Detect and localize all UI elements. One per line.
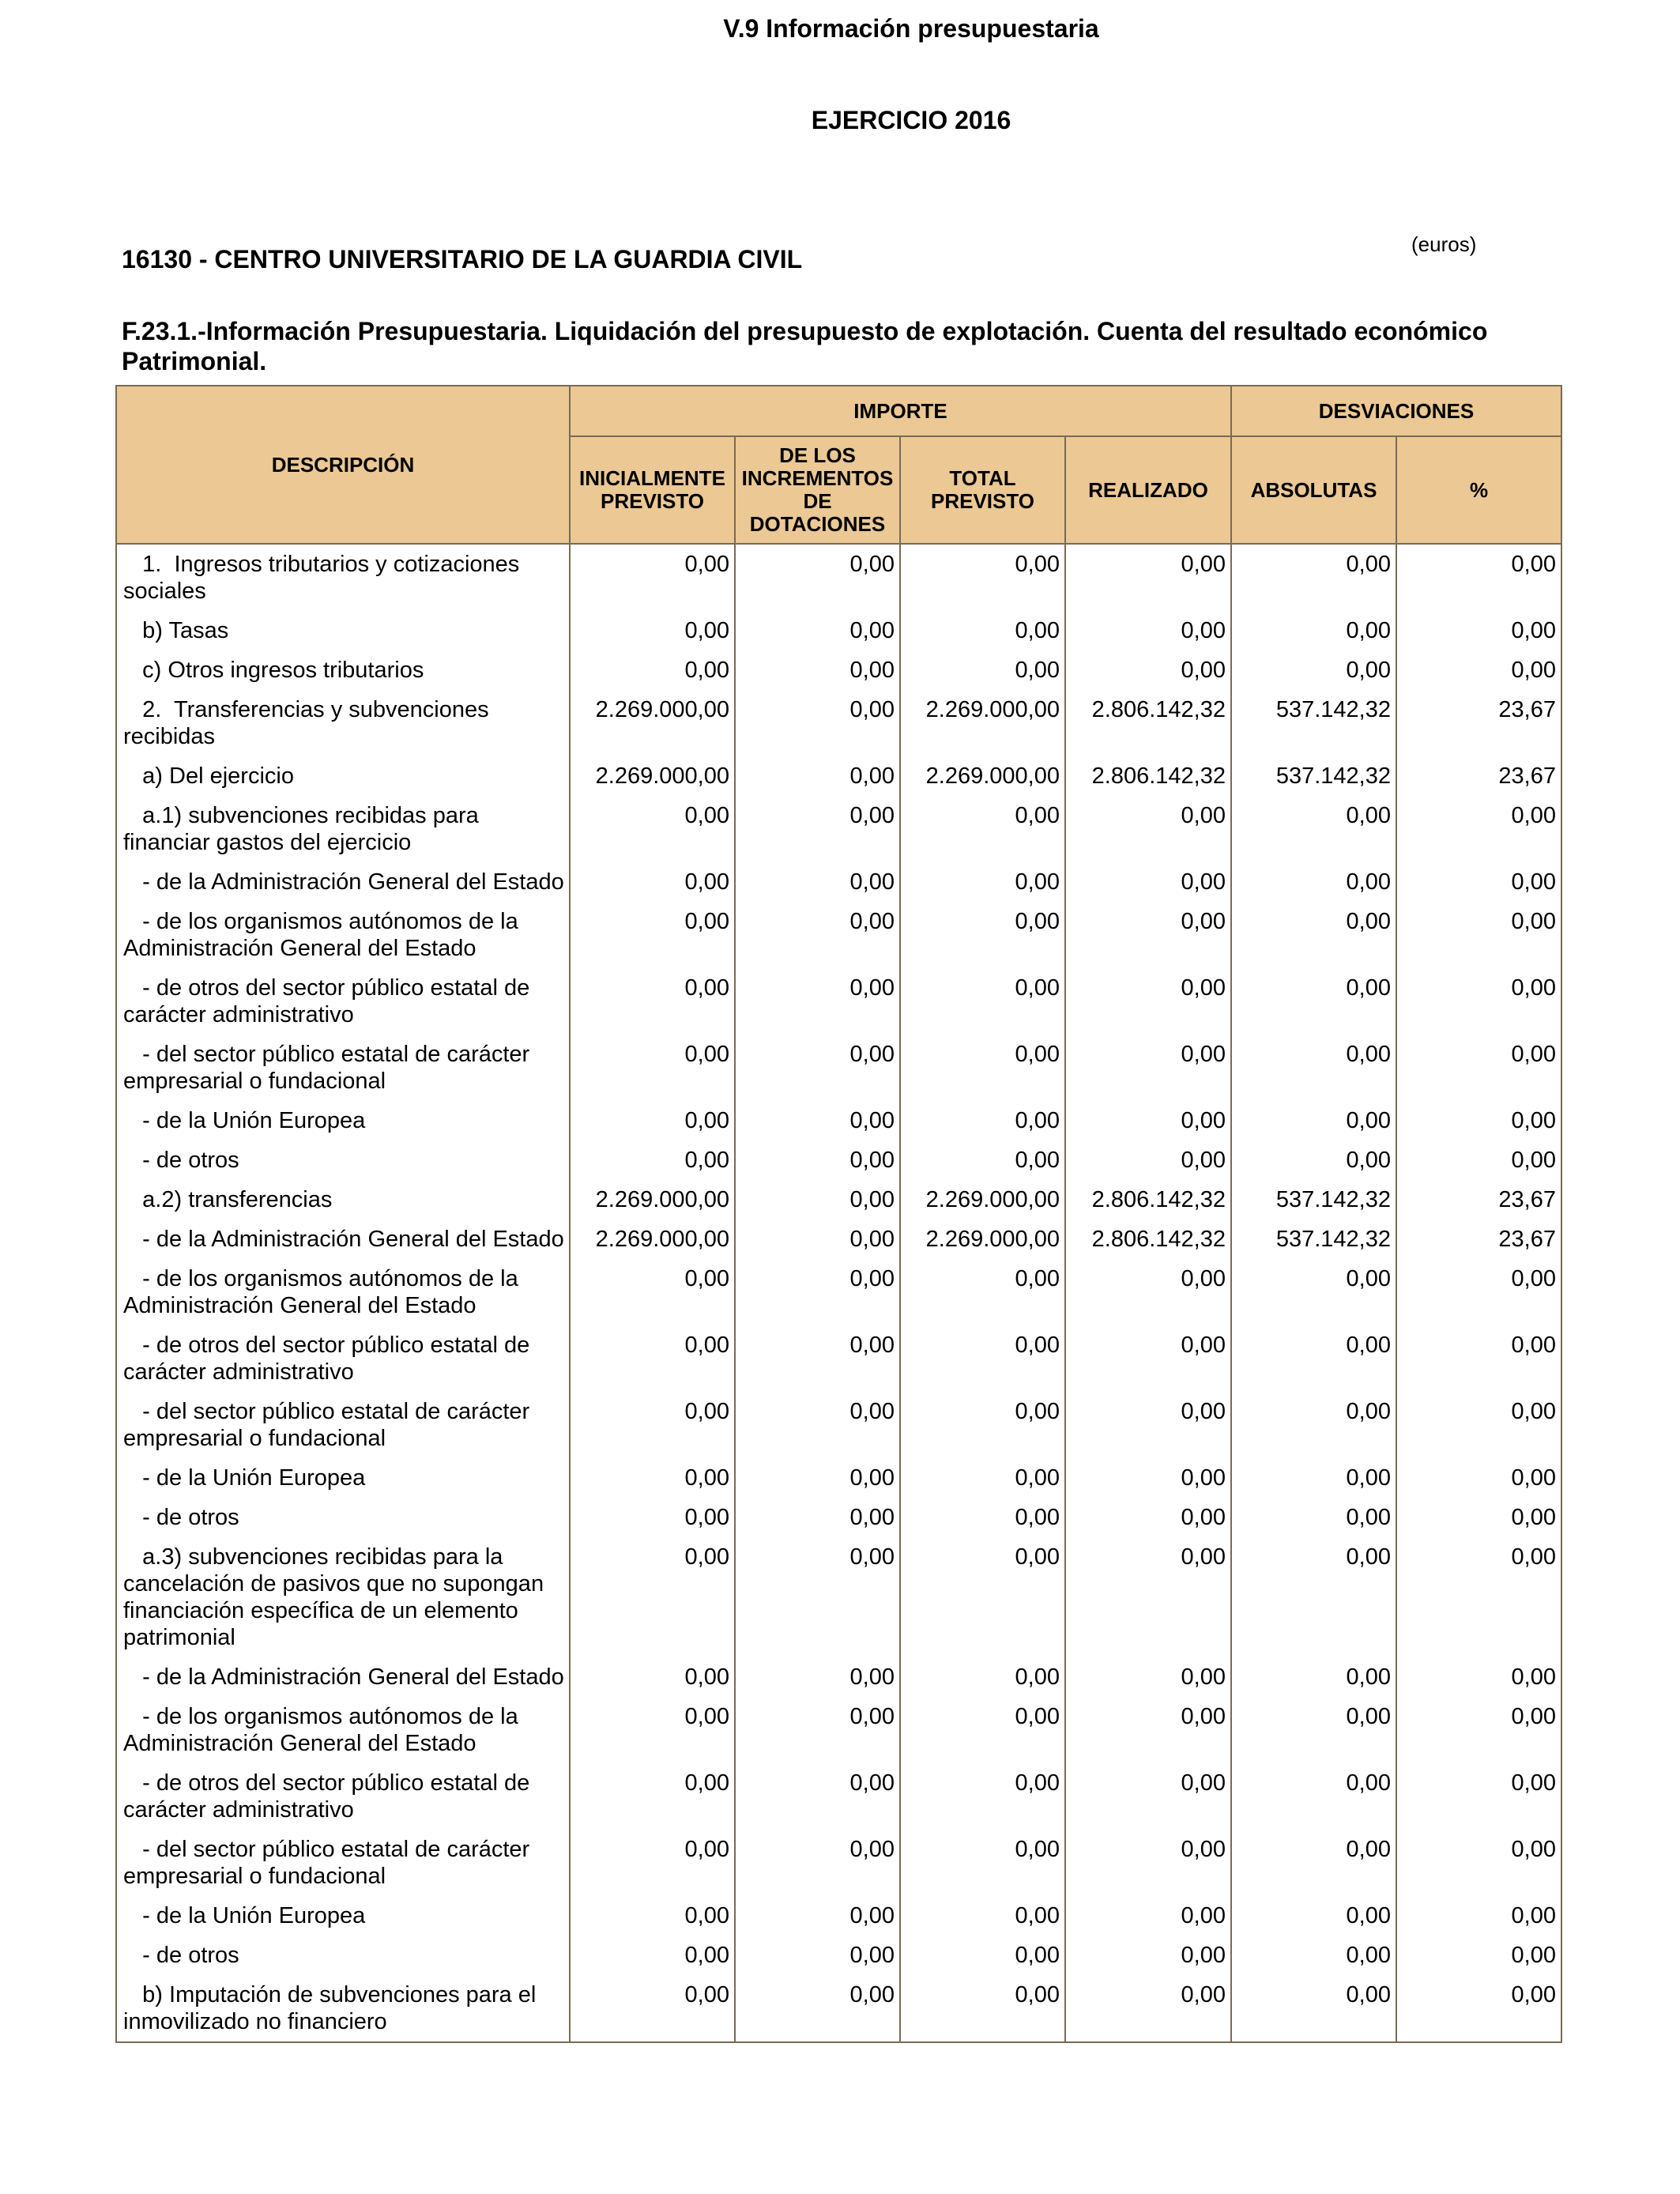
cell-percent: 0,00	[1396, 902, 1561, 968]
cell-percent: 23,67	[1396, 756, 1561, 796]
cell-percent: 0,00	[1396, 1830, 1561, 1896]
cell-incrementos-dotaciones: 0,00	[735, 1896, 900, 1936]
table-row	[116, 796, 1561, 862]
cell-percent: 0,00	[1396, 650, 1561, 690]
units-label: (euros)	[1411, 232, 1477, 256]
cell-descripcion: - de la Unión Europea	[116, 1101, 570, 1140]
table-header	[116, 386, 1561, 544]
cell-total-previsto: 0,00	[900, 1458, 1065, 1498]
cell-realizado: 2.806.142,32	[1065, 690, 1231, 756]
cell-realizado: 0,00	[1065, 862, 1231, 902]
table-row	[116, 1763, 1561, 1830]
cell-realizado: 0,00	[1065, 1392, 1231, 1458]
cell-absolutas: 0,00	[1231, 862, 1396, 902]
cell-percent: 23,67	[1396, 1180, 1561, 1220]
cell-total-previsto: 0,00	[900, 611, 1065, 650]
cell-absolutas: 0,00	[1231, 1657, 1396, 1697]
cell-incrementos-dotaciones: 0,00	[735, 690, 900, 756]
cell-incrementos-dotaciones: 0,00	[735, 1657, 900, 1697]
cell-absolutas: 0,00	[1231, 650, 1396, 690]
cell-percent: 0,00	[1396, 1035, 1561, 1101]
table-body	[116, 544, 1561, 2042]
cell-realizado: 0,00	[1065, 796, 1231, 862]
cell-percent: 23,67	[1396, 690, 1561, 756]
cell-descripcion: - de otros del sector público estatal de carácter administrativo	[116, 968, 570, 1035]
cell-realizado: 0,00	[1065, 1763, 1231, 1830]
cell-descripcion: - de la Administración General del Estado	[116, 1657, 570, 1697]
cell-total-previsto: 0,00	[900, 1697, 1065, 1763]
cell-percent: 0,00	[1396, 1896, 1561, 1936]
cell-absolutas: 537.142,32	[1231, 756, 1396, 796]
cell-descripcion: a.2) transferencias	[116, 1180, 570, 1220]
cell-incrementos-dotaciones: 0,00	[735, 1537, 900, 1657]
header-group-importe: IMPORTE	[570, 386, 1231, 436]
cell-total-previsto: 0,00	[900, 1259, 1065, 1325]
cell-descripcion: b) Tasas	[116, 611, 570, 650]
cell-percent: 0,00	[1396, 1763, 1561, 1830]
header-inicialmente-previsto: INICIALMENTE PREVISTO	[570, 436, 735, 544]
cell-inicialmente-previsto: 0,00	[570, 650, 735, 690]
exercise-title: EJERCICIO 2016	[811, 106, 1011, 134]
cell-incrementos-dotaciones: 0,00	[735, 611, 900, 650]
cell-incrementos-dotaciones: 0,00	[735, 1259, 900, 1325]
cell-descripcion: c) Otros ingresos tributarios	[116, 650, 570, 690]
table-row	[116, 1140, 1561, 1180]
cell-descripcion: - de la Administración General del Estado	[116, 862, 570, 902]
cell-percent: 0,00	[1396, 862, 1561, 902]
cell-inicialmente-previsto: 0,00	[570, 1498, 735, 1537]
cell-descripcion: 2. Transferencias y subvenciones recibidas	[116, 690, 570, 756]
cell-total-previsto: 0,00	[900, 544, 1065, 611]
cell-incrementos-dotaciones: 0,00	[735, 1220, 900, 1259]
cell-absolutas: 0,00	[1231, 1936, 1396, 1975]
cell-incrementos-dotaciones: 0,00	[735, 1830, 900, 1896]
cell-percent: 0,00	[1396, 1140, 1561, 1180]
cell-total-previsto: 0,00	[900, 650, 1065, 690]
cell-inicialmente-previsto: 0,00	[570, 1537, 735, 1657]
cell-realizado: 0,00	[1065, 1657, 1231, 1697]
cell-descripcion: - de la Administración General del Estado	[116, 1220, 570, 1259]
table-row	[116, 968, 1561, 1035]
table-row	[116, 611, 1561, 650]
cell-percent: 0,00	[1396, 1101, 1561, 1140]
table-row	[116, 1259, 1561, 1325]
table-row	[116, 1458, 1561, 1498]
cell-percent: 0,00	[1396, 1936, 1561, 1975]
cell-inicialmente-previsto: 2.269.000,00	[570, 1180, 735, 1220]
cell-inicialmente-previsto: 0,00	[570, 796, 735, 862]
cell-total-previsto: 0,00	[900, 1975, 1065, 2042]
cell-descripcion: - de la Unión Europea	[116, 1896, 570, 1936]
cell-incrementos-dotaciones: 0,00	[735, 650, 900, 690]
section-title: V.9 Información presupuestaria	[723, 14, 1099, 43]
table-row	[116, 1035, 1561, 1101]
budget-table	[115, 385, 1562, 2043]
cell-percent: 0,00	[1396, 1537, 1561, 1657]
cell-incrementos-dotaciones: 0,00	[735, 1180, 900, 1220]
cell-total-previsto: 0,00	[900, 1101, 1065, 1140]
cell-descripcion: b) Imputación de subvenciones para el inmovilizado no financiero	[116, 1975, 570, 2042]
cell-incrementos-dotaciones: 0,00	[735, 544, 900, 611]
cell-inicialmente-previsto: 0,00	[570, 1936, 735, 1975]
header-realizado: REALIZADO	[1065, 436, 1231, 544]
cell-total-previsto: 0,00	[900, 1657, 1065, 1697]
cell-realizado: 0,00	[1065, 650, 1231, 690]
cell-absolutas: 537.142,32	[1231, 1220, 1396, 1259]
cell-inicialmente-previsto: 2.269.000,00	[570, 1220, 735, 1259]
cell-incrementos-dotaciones: 0,00	[735, 796, 900, 862]
table-row	[116, 1392, 1561, 1458]
table-row	[116, 1657, 1561, 1697]
cell-total-previsto: 0,00	[900, 1763, 1065, 1830]
cell-absolutas: 0,00	[1231, 1392, 1396, 1458]
cell-descripcion: - del sector público estatal de carácter empresarial o fundacional	[116, 1035, 570, 1101]
cell-inicialmente-previsto: 2.269.000,00	[570, 690, 735, 756]
cell-absolutas: 0,00	[1231, 1101, 1396, 1140]
cell-incrementos-dotaciones: 0,00	[735, 1035, 900, 1101]
cell-absolutas: 0,00	[1231, 968, 1396, 1035]
cell-percent: 0,00	[1396, 1975, 1561, 2042]
cell-realizado: 0,00	[1065, 1325, 1231, 1392]
header-descripcion: DESCRIPCIÓN	[116, 386, 570, 544]
cell-descripcion: a.3) subvenciones recibidas para la cancelación de pasivos que no supongan financiación específica de un elemento patrimonial	[116, 1537, 570, 1657]
cell-descripcion: - de otros del sector público estatal de carácter administrativo	[116, 1763, 570, 1830]
cell-percent: 0,00	[1396, 1392, 1561, 1458]
cell-inicialmente-previsto: 0,00	[570, 862, 735, 902]
cell-absolutas: 0,00	[1231, 796, 1396, 862]
header-percent: %	[1396, 436, 1561, 544]
cell-absolutas: 0,00	[1231, 1697, 1396, 1763]
cell-inicialmente-previsto: 0,00	[570, 611, 735, 650]
cell-incrementos-dotaciones: 0,00	[735, 1101, 900, 1140]
cell-incrementos-dotaciones: 0,00	[735, 1498, 900, 1537]
table-row	[116, 690, 1561, 756]
header-incrementos-dotaciones: DE LOS INCREMENTOS DE DOTACIONES	[735, 436, 900, 544]
cell-descripcion: - de los organismos autónomos de la Administración General del Estado	[116, 902, 570, 968]
cell-absolutas: 0,00	[1231, 1537, 1396, 1657]
cell-inicialmente-previsto: 0,00	[570, 1035, 735, 1101]
cell-realizado: 0,00	[1065, 1259, 1231, 1325]
cell-absolutas: 0,00	[1231, 1896, 1396, 1936]
cell-realizado: 0,00	[1065, 1975, 1231, 2042]
cell-realizado: 2.806.142,32	[1065, 1180, 1231, 1220]
table-row	[116, 1936, 1561, 1975]
table-row	[116, 1101, 1561, 1140]
table-row	[116, 1896, 1561, 1936]
table-row	[116, 544, 1561, 611]
cell-total-previsto: 0,00	[900, 1140, 1065, 1180]
entity-title: 16130 - CENTRO UNIVERSITARIO DE LA GUARDIA CIVIL	[122, 245, 803, 273]
table-row	[116, 1537, 1561, 1657]
cell-inicialmente-previsto: 0,00	[570, 1763, 735, 1830]
cell-realizado: 2.806.142,32	[1065, 1220, 1231, 1259]
cell-descripcion: - de otros	[116, 1498, 570, 1537]
table-row	[116, 1325, 1561, 1392]
cell-incrementos-dotaciones: 0,00	[735, 1697, 900, 1763]
cell-incrementos-dotaciones: 0,00	[735, 1325, 900, 1392]
cell-realizado: 0,00	[1065, 544, 1231, 611]
cell-percent: 0,00	[1396, 1259, 1561, 1325]
table-row	[116, 1498, 1561, 1537]
cell-inicialmente-previsto: 0,00	[570, 1830, 735, 1896]
cell-descripcion: - de los organismos autónomos de la Administración General del Estado	[116, 1697, 570, 1763]
cell-total-previsto: 2.269.000,00	[900, 690, 1065, 756]
cell-total-previsto: 0,00	[900, 1896, 1065, 1936]
cell-incrementos-dotaciones: 0,00	[735, 1936, 900, 1975]
cell-descripcion: - de otros	[116, 1936, 570, 1975]
cell-incrementos-dotaciones: 0,00	[735, 902, 900, 968]
cell-inicialmente-previsto: 2.269.000,00	[570, 756, 735, 796]
cell-percent: 0,00	[1396, 1458, 1561, 1498]
table-row	[116, 1697, 1561, 1763]
cell-realizado: 0,00	[1065, 1697, 1231, 1763]
cell-descripcion: a) Del ejercicio	[116, 756, 570, 796]
table-row	[116, 756, 1561, 796]
cell-percent: 0,00	[1396, 796, 1561, 862]
cell-total-previsto: 0,00	[900, 1392, 1065, 1458]
cell-realizado: 0,00	[1065, 1035, 1231, 1101]
cell-inicialmente-previsto: 0,00	[570, 1101, 735, 1140]
cell-percent: 0,00	[1396, 1657, 1561, 1697]
cell-incrementos-dotaciones: 0,00	[735, 1392, 900, 1458]
cell-descripcion: - de los organismos autónomos de la Administración General del Estado	[116, 1259, 570, 1325]
header-group-desviaciones: DESVIACIONES	[1231, 386, 1561, 436]
header-absolutas: ABSOLUTAS	[1231, 436, 1396, 544]
table-row	[116, 1975, 1561, 2042]
cell-inicialmente-previsto: 0,00	[570, 544, 735, 611]
cell-realizado: 0,00	[1065, 611, 1231, 650]
cell-realizado: 0,00	[1065, 902, 1231, 968]
cell-absolutas: 537.142,32	[1231, 1180, 1396, 1220]
table-row	[116, 1830, 1561, 1896]
cell-total-previsto: 0,00	[900, 1830, 1065, 1896]
cell-realizado: 2.806.142,32	[1065, 756, 1231, 796]
cell-incrementos-dotaciones: 0,00	[735, 756, 900, 796]
cell-absolutas: 0,00	[1231, 1140, 1396, 1180]
table-row	[116, 650, 1561, 690]
cell-inicialmente-previsto: 0,00	[570, 902, 735, 968]
cell-realizado: 0,00	[1065, 1936, 1231, 1975]
cell-incrementos-dotaciones: 0,00	[735, 862, 900, 902]
cell-total-previsto: 0,00	[900, 1936, 1065, 1975]
cell-percent: 23,67	[1396, 1220, 1561, 1259]
cell-total-previsto: 2.269.000,00	[900, 1180, 1065, 1220]
cell-inicialmente-previsto: 0,00	[570, 1657, 735, 1697]
cell-absolutas: 0,00	[1231, 544, 1396, 611]
cell-incrementos-dotaciones: 0,00	[735, 1975, 900, 2042]
cell-realizado: 0,00	[1065, 968, 1231, 1035]
cell-total-previsto: 0,00	[900, 1325, 1065, 1392]
cell-descripcion: a.1) subvenciones recibidas para financiar gastos del ejercicio	[116, 796, 570, 862]
cell-realizado: 0,00	[1065, 1498, 1231, 1537]
table-row	[116, 1180, 1561, 1220]
cell-total-previsto: 2.269.000,00	[900, 756, 1065, 796]
cell-absolutas: 0,00	[1231, 1325, 1396, 1392]
cell-percent: 0,00	[1396, 1498, 1561, 1537]
cell-realizado: 0,00	[1065, 1830, 1231, 1896]
cell-inicialmente-previsto: 0,00	[570, 1325, 735, 1392]
cell-total-previsto: 2.269.000,00	[900, 1220, 1065, 1259]
cell-absolutas: 0,00	[1231, 611, 1396, 650]
table-row	[116, 862, 1561, 902]
cell-absolutas: 0,00	[1231, 1763, 1396, 1830]
cell-absolutas: 0,00	[1231, 1830, 1396, 1896]
cell-realizado: 0,00	[1065, 1537, 1231, 1657]
cell-total-previsto: 0,00	[900, 968, 1065, 1035]
cell-percent: 0,00	[1396, 544, 1561, 611]
header-total-previsto: TOTAL PREVISTO	[900, 436, 1065, 544]
cell-absolutas: 0,00	[1231, 1458, 1396, 1498]
cell-total-previsto: 0,00	[900, 1498, 1065, 1537]
cell-inicialmente-previsto: 0,00	[570, 1259, 735, 1325]
table-row	[116, 1220, 1561, 1259]
cell-absolutas: 537.142,32	[1231, 690, 1396, 756]
cell-incrementos-dotaciones: 0,00	[735, 1458, 900, 1498]
cell-incrementos-dotaciones: 0,00	[735, 1763, 900, 1830]
cell-absolutas: 0,00	[1231, 902, 1396, 968]
cell-descripcion: - de otros	[116, 1140, 570, 1180]
cell-realizado: 0,00	[1065, 1101, 1231, 1140]
cell-realizado: 0,00	[1065, 1458, 1231, 1498]
cell-percent: 0,00	[1396, 1325, 1561, 1392]
report-title: F.23.1.-Información Presupuestaria. Liquidación del presupuesto de explotación. Cuenta del resultado económico Patrimonial.	[122, 317, 1488, 375]
cell-percent: 0,00	[1396, 968, 1561, 1035]
cell-total-previsto: 0,00	[900, 902, 1065, 968]
cell-absolutas: 0,00	[1231, 1975, 1396, 2042]
cell-inicialmente-previsto: 0,00	[570, 1458, 735, 1498]
cell-realizado: 0,00	[1065, 1896, 1231, 1936]
cell-incrementos-dotaciones: 0,00	[735, 1140, 900, 1180]
cell-inicialmente-previsto: 0,00	[570, 1697, 735, 1763]
cell-absolutas: 0,00	[1231, 1498, 1396, 1537]
cell-incrementos-dotaciones: 0,00	[735, 968, 900, 1035]
cell-inicialmente-previsto: 0,00	[570, 1896, 735, 1936]
cell-total-previsto: 0,00	[900, 1035, 1065, 1101]
cell-total-previsto: 0,00	[900, 862, 1065, 902]
cell-inicialmente-previsto: 0,00	[570, 1392, 735, 1458]
cell-total-previsto: 0,00	[900, 796, 1065, 862]
cell-inicialmente-previsto: 0,00	[570, 1975, 735, 2042]
cell-inicialmente-previsto: 0,00	[570, 968, 735, 1035]
cell-realizado: 0,00	[1065, 1140, 1231, 1180]
cell-descripcion: - de la Unión Europea	[116, 1458, 570, 1498]
cell-inicialmente-previsto: 0,00	[570, 1140, 735, 1180]
cell-descripcion: 1. Ingresos tributarios y cotizaciones sociales	[116, 544, 570, 611]
cell-percent: 0,00	[1396, 611, 1561, 650]
cell-absolutas: 0,00	[1231, 1035, 1396, 1101]
cell-descripcion: - del sector público estatal de carácter empresarial o fundacional	[116, 1392, 570, 1458]
cell-absolutas: 0,00	[1231, 1259, 1396, 1325]
cell-descripcion: - del sector público estatal de carácter empresarial o fundacional	[116, 1830, 570, 1896]
cell-descripcion: - de otros del sector público estatal de carácter administrativo	[116, 1325, 570, 1392]
cell-percent: 0,00	[1396, 1697, 1561, 1763]
table-row	[116, 902, 1561, 968]
cell-total-previsto: 0,00	[900, 1537, 1065, 1657]
